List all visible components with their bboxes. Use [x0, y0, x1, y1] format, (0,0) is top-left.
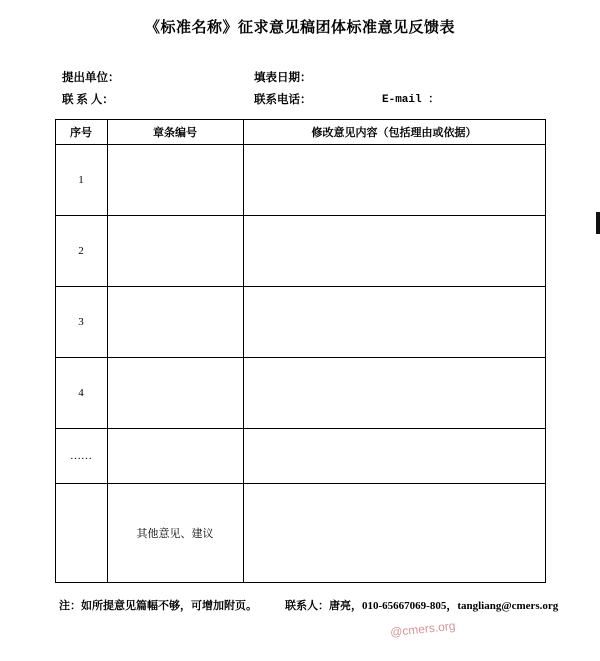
field-label-contact-phone: 联系电话： — [254, 94, 312, 106]
table-row-other — [55, 484, 545, 583]
header-fields — [0, 67, 600, 111]
field-label-fill-date: 填表日期： — [254, 72, 312, 84]
page-title: 《标准名称》征求意见稿团体标准意见反馈表 — [144, 20, 455, 36]
table-row — [55, 429, 545, 484]
row-clause-4[interactable] — [107, 358, 243, 429]
field-label-contact-person: 联 系 人： — [62, 94, 114, 106]
footnote-note: 注：如所提意见篇幅不够，可增加附页。 — [59, 600, 257, 612]
watermark: @cmers.org — [389, 618, 457, 640]
row-content-1[interactable] — [243, 145, 545, 216]
row-no-1: 1 — [55, 145, 107, 216]
row-content-ellipsis[interactable] — [243, 429, 545, 484]
table-row — [55, 216, 545, 287]
row-content-3[interactable] — [243, 287, 545, 358]
row-no-ellipsis: …… — [55, 429, 107, 484]
row-content-2[interactable] — [243, 216, 545, 287]
table-row — [55, 358, 545, 429]
row-clause-2[interactable] — [107, 216, 243, 287]
field-label-email: E-mail ： — [382, 94, 440, 106]
column-header-no: 序号 — [55, 120, 107, 145]
row-clause-3[interactable] — [107, 287, 243, 358]
row-no-4: 4 — [55, 358, 107, 429]
header-row-2 — [62, 89, 542, 111]
scrollbar-marker[interactable] — [596, 212, 600, 234]
table-row — [55, 145, 545, 216]
feedback-table — [55, 119, 546, 583]
row-no-2: 2 — [55, 216, 107, 287]
footnote-contact: 联系人：唐亮，010-65667069-805，tangliang@cmers.org — [285, 600, 559, 612]
row-clause-1[interactable] — [107, 145, 243, 216]
row-no-3: 3 — [55, 287, 107, 358]
row-label-other: 其他意见、建议 — [107, 484, 243, 583]
table-row — [55, 287, 545, 358]
column-header-clause: 章条编号 — [107, 120, 243, 145]
row-clause-ellipsis[interactable] — [107, 429, 243, 484]
field-label-proposing-unit: 提出单位： — [62, 72, 120, 84]
header-row-1 — [62, 67, 542, 89]
row-content-other[interactable] — [243, 484, 545, 583]
column-header-content: 修改意见内容（包括理由或依据） — [243, 120, 545, 145]
document-page — [0, 16, 600, 661]
row-no-other — [55, 484, 107, 583]
row-content-4[interactable] — [243, 358, 545, 429]
table-header-row — [55, 120, 545, 145]
